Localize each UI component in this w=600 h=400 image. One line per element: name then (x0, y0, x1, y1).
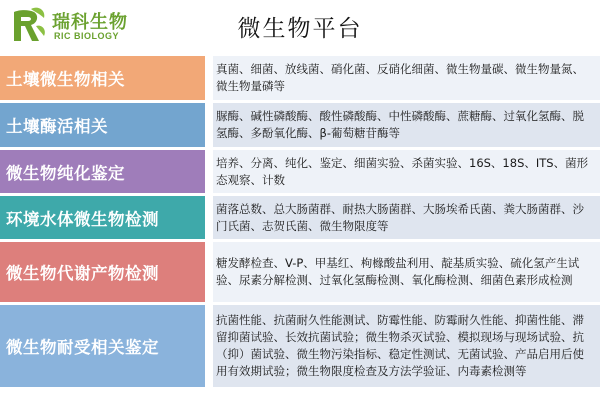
row-gap (205, 56, 213, 100)
row-gap (205, 305, 213, 387)
category-description (213, 305, 600, 387)
category-description-text: 抗菌性能、抗菌耐久性能测试、防霉性能、防霉耐久性能、抑菌性能、滞留抑菌试验、长效抗菌试验；微生物杀灭试验、模拟现场与现场试验、抗（抑）菌试验、微生物污染指标、稳定性测试、无菌试验、产品启用后使用有效期试验；微生物限度检查及方法学验证、内毒素检测等 (216, 313, 584, 378)
category-label: 环境水体微生物检测 (0, 196, 205, 239)
category-description (213, 103, 600, 147)
category-description (213, 56, 600, 100)
category-label: 微生物代谢产物检测 (0, 242, 205, 302)
service-row-water-testing (0, 196, 600, 239)
service-row-metabolites (0, 242, 600, 302)
category-description (213, 242, 600, 302)
service-row-soil-enzymes (0, 103, 600, 147)
category-label: 微生物纯化鉴定 (0, 150, 205, 193)
logo-chinese-name: 瑞科生物 (52, 12, 128, 33)
row-gap (205, 196, 213, 239)
category-description-text: 真菌、细菌、放线菌、硝化菌、反硝化细菌、微生物量碳、微生物量氮、微生物量磷等 (216, 62, 584, 93)
header (0, 0, 600, 52)
category-description (213, 150, 600, 193)
service-row-tolerance (0, 305, 600, 387)
category-description-text: 菌落总数、总大肠菌群、耐热大肠菌群、大肠埃希氏菌、粪大肠菌群、沙门氏菌、志贺氏菌、微生物限度等 (216, 201, 584, 233)
row-gap (205, 150, 213, 193)
logo-english-name: RIC BIOLOGY (54, 31, 120, 41)
service-row-purification (0, 150, 600, 193)
row-gap (205, 103, 213, 147)
category-label: 微生物耐受相关鉴定 (0, 305, 205, 387)
category-description-text: 糖发酵检查、V-P、甲基红、枸橼酸盐利用、靛基质实验、硫化氢产生试验、尿素分解检测、过氧化氢酶检测、氧化酶检测、细菌色素形成检测 (216, 256, 580, 287)
category-label: 土壤酶活相关 (0, 103, 205, 147)
service-table (0, 56, 600, 390)
category-description (213, 196, 600, 239)
category-description-text: 脲酶、碱性磷酸酶、酸性磷酸酶、中性磷酸酶、蔗糖酶、过氧化氢酶、脱氢酶、多酚氧化酶、β-葡萄糖苷酶等 (216, 109, 584, 140)
category-label: 土壤微生物相关 (0, 56, 205, 100)
row-gap (205, 242, 213, 302)
service-row-soil-microbes (0, 56, 600, 100)
category-description-text: 培养、分离、纯化、鉴定、细菌实验、杀菌实验、16S、18S、ITS、菌形态观察、计数 (216, 155, 589, 187)
page-title: 微生物平台 (237, 16, 363, 42)
